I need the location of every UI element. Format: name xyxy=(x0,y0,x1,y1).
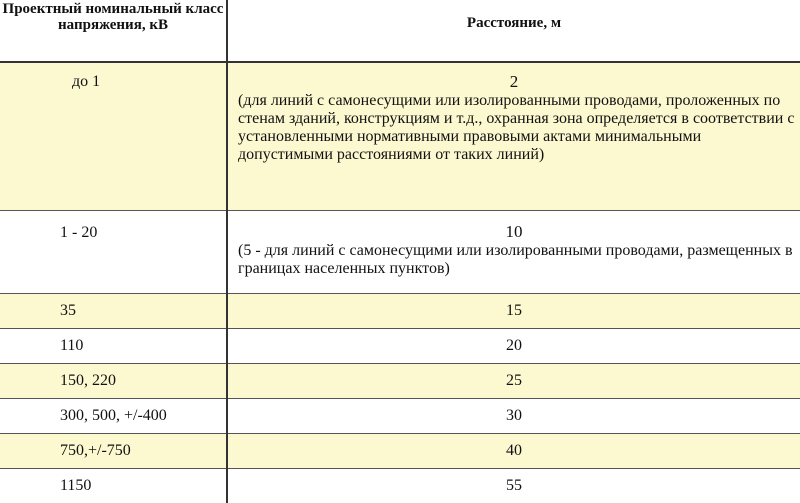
table-row xyxy=(0,211,800,294)
distance-note: (для линий с самонесущими или изолированными проводами, проложенных по стенам зданий, конструкциям и т.д., охранная зона определяется в соответствии с установленными нормативными правовыми актами минимальными допустимыми расстояниями от таких линий) xyxy=(228,92,800,164)
distance-cell: 25 xyxy=(227,364,800,399)
distance-value: 2 xyxy=(228,72,800,92)
voltage-cell: 300, 500, +/-400 xyxy=(0,399,227,434)
distance-cell xyxy=(227,62,800,211)
table-row xyxy=(0,434,800,469)
voltage-cell: 150, 220 xyxy=(0,364,227,399)
header-voltage-class: Проектный номинальный класс напряжения, кВ xyxy=(0,0,227,62)
distance-cell: 15 xyxy=(227,294,800,329)
distance-cell: 55 xyxy=(227,469,800,503)
distance-cell: 20 xyxy=(227,329,800,364)
distance-cell xyxy=(227,211,800,294)
distance-cell: 40 xyxy=(227,434,800,469)
voltage-cell: до 1 xyxy=(0,62,227,211)
voltage-cell: 35 xyxy=(0,294,227,329)
distance-note: (5 - для линий с самонесущими или изолированными проводами, размещенных в границах населенных пунктов) xyxy=(228,242,800,278)
table-row xyxy=(0,364,800,399)
table-row xyxy=(0,294,800,329)
voltage-cell: 1 - 20 xyxy=(0,211,227,294)
table-row xyxy=(0,329,800,364)
header-distance: Расстояние, м xyxy=(227,0,800,62)
distance-value: 10 xyxy=(228,222,800,242)
table-row xyxy=(0,62,800,211)
distance-cell: 30 xyxy=(227,399,800,434)
voltage-cell: 1150 xyxy=(0,469,227,503)
voltage-cell: 110 xyxy=(0,329,227,364)
table-row xyxy=(0,469,800,503)
header-row xyxy=(0,0,800,62)
table-row xyxy=(0,399,800,434)
voltage-cell: 750,+/-750 xyxy=(0,434,227,469)
